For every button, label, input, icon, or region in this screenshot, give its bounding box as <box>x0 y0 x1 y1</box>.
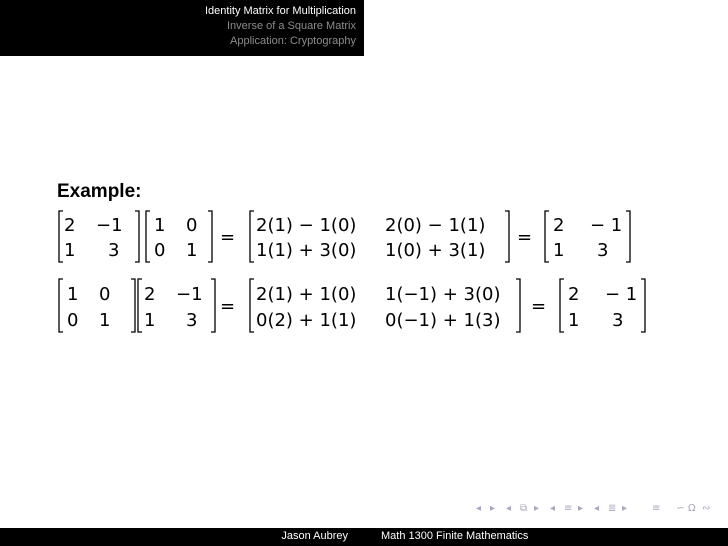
author-name: Jason Aubrey <box>281 530 348 542</box>
row2-matrix-a <box>59 279 135 332</box>
row1-equals-2: = <box>517 227 533 248</box>
nav-section-cryptography[interactable]: Application: Cryptography <box>230 35 356 47</box>
row1-matrix-b <box>146 211 212 262</box>
example-label: Example: <box>57 181 142 202</box>
row1-a-11: 2 <box>64 215 76 236</box>
row2-a-12: 0 <box>99 284 111 305</box>
nav-section-inverse-matrix[interactable]: Inverse of a Square Matrix <box>226 20 356 32</box>
row1-matrix-a <box>59 211 139 262</box>
row2-exp-12: 1(−1) + 3(0) <box>385 284 501 305</box>
footer-course-panel <box>364 528 728 546</box>
row2-res-21: 1 <box>568 310 580 331</box>
footer-bar <box>0 528 728 546</box>
row2-res-22: 3 <box>612 310 624 331</box>
row2-matrix-result <box>560 279 645 332</box>
nav-right-arrow-icon[interactable]: ▸ <box>490 503 496 514</box>
row2-exp-11: 2(1) + 1(0) <box>256 284 357 305</box>
row2-exp-22: 0(−1) + 1(3) <box>385 310 501 331</box>
row2-b-11: 2 <box>144 284 156 305</box>
nav-left-arrow-icon[interactable]: ◂ <box>550 503 556 514</box>
search-icon[interactable]: ∽ <box>676 503 685 514</box>
nav-right-arrow-icon[interactable]: ▸ <box>622 503 628 514</box>
section-icon[interactable]: ≣ <box>608 503 617 514</box>
align-icon[interactable]: ≡ <box>652 503 661 514</box>
row1-matrix-result <box>545 211 630 262</box>
subsection-icon[interactable]: ≡ <box>564 503 573 514</box>
nav-section-identity-matrix[interactable]: Identity Matrix for Multiplication <box>205 5 356 17</box>
search-icon[interactable]: ∾ <box>702 503 711 514</box>
nav-left-arrow-icon[interactable]: ◂ <box>594 503 600 514</box>
zoom-icon[interactable]: Ω <box>688 503 696 514</box>
row2-matrix-expanded <box>250 279 520 332</box>
nav-right-arrow-icon[interactable]: ▸ <box>534 503 540 514</box>
row1-res-11: 2 <box>553 215 565 236</box>
row2-a-22: 1 <box>99 310 111 331</box>
row1-res-22: 3 <box>597 240 609 261</box>
row2-equals-1: = <box>220 296 236 317</box>
row1-b-11: 1 <box>154 215 166 236</box>
row2-b-22: 3 <box>186 310 198 331</box>
row2-a-21: 0 <box>67 310 79 331</box>
row1-exp-21: 1(1) + 3(0) <box>256 240 357 261</box>
row1-exp-12: 2(0) − 1(1) <box>385 215 486 236</box>
row1-equals-1: = <box>220 227 236 248</box>
course-title: Math 1300 Finite Mathematics <box>381 530 529 542</box>
row2-exp-21: 0(2) + 1(1) <box>256 310 357 331</box>
row2-b-12: −1 <box>176 284 203 305</box>
row2-res-11: 2 <box>568 284 580 305</box>
row1-res-12: − 1 <box>590 215 623 236</box>
frame-icon[interactable]: ⧉ <box>520 503 528 514</box>
row1-b-21: 0 <box>154 240 166 261</box>
nav-left-arrow-icon[interactable]: ◂ <box>506 503 512 514</box>
beamer-navigation <box>470 503 720 519</box>
row2-res-12: − 1 <box>605 284 638 305</box>
row1-matrix-expanded <box>250 211 509 262</box>
row2-equals-2: = <box>531 296 547 317</box>
row1-b-22: 1 <box>186 240 198 261</box>
row1-exp-11: 2(1) − 1(0) <box>256 215 357 236</box>
row1-a-12: −1 <box>96 215 123 236</box>
row2-a-11: 1 <box>67 284 79 305</box>
row1-exp-22: 1(0) + 3(1) <box>385 240 486 261</box>
nav-left-arrow-icon[interactable]: ◂ <box>476 503 482 514</box>
row2-matrix-b <box>138 279 215 332</box>
nav-right-arrow-icon[interactable]: ▸ <box>578 503 584 514</box>
footer-author-panel <box>0 528 364 546</box>
row1-b-12: 0 <box>186 215 198 236</box>
row2-b-21: 1 <box>144 310 156 331</box>
row1-a-21: 1 <box>64 240 76 261</box>
row1-res-21: 1 <box>553 240 565 261</box>
row1-a-22: 3 <box>108 240 120 261</box>
